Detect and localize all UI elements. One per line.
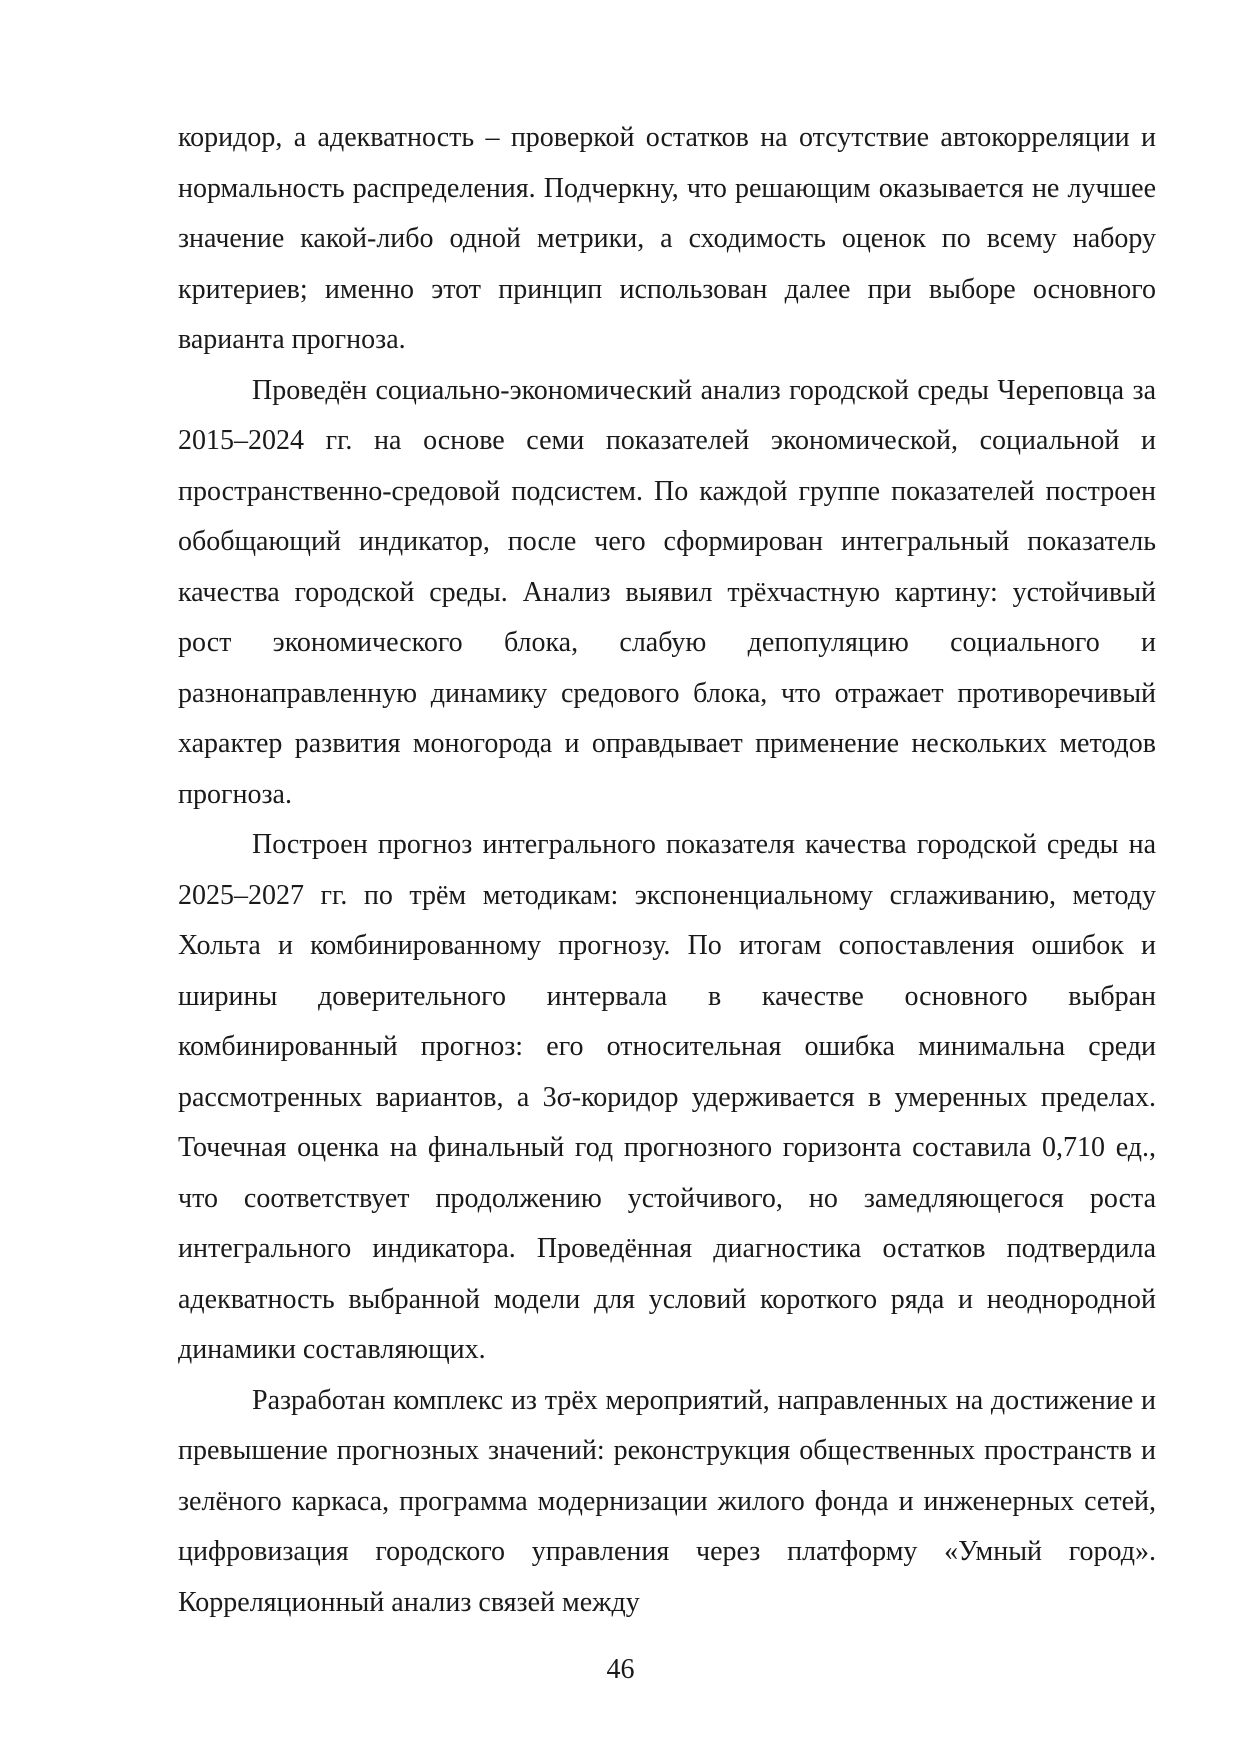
paragraph-measures: Разработан комплекс из трёх мероприятий, направленных на достижение и превышение прогнозных значений: реконструкция общественных пространств и зелёного каркаса, программа модернизации жилого фонда и инженерных сетей, цифровизация городского управления через платформу «Умный город». Корреляционный анализ связей между: [178, 1384, 1156, 1618]
body-text: [178, 113, 1156, 1628]
paragraph-forecast: Построен прогноз интегрального показателя качества городской среды на 2025–2027 гг. по трём методикам: экспоненциальному сглаживанию, методу Хольта и комбинированному прогнозу. По итогам сопоставления ошибок и ширины доверительного интервала в качестве основного выбран комбинированный прогноз: его относительная ошибка минимальна среди рассмотренных вариантов, а 3σ-коридор удерживается в умеренных пределах. Точечная оценка на финальный год прогнозного горизонта составила 0,710 ед., что соответствует продолжению устойчивого, но замедляющегося роста интегрального индикатора. Проведённая диагностика остатков подтвердила адекватность выбранной модели для условий короткого ряда и неоднородной динамики составляющих.: [178, 829, 1156, 1365]
paragraph-analysis: Проведён социально-экономический анализ городской среды Череповца за 2015–2024 гг. на основе семи показателей экономической, социальной и пространственно-средовой подсистем. По каждой группе показателей построен обобщающий индикатор, после чего сформирован интегральный показатель качества городской среды. Анализ выявил трёхчастную картину: устойчивый рост экономического блока, слабую депопуляцию социального и разнонаправленную динамику средового блока, что отражает противоречивый характер развития моногорода и оправдывает применение нескольких методов прогноза.: [178, 374, 1156, 810]
paragraph-continuation: коридор, а адекватность – проверкой остатков на отсутствие автокорреляции и нормальность распределения. Подчеркну, что решающим оказывается не лучшее значение какой-либо одной метрики, а сходимость оценок по всему набору критериев; именно этот принцип использован далее при выборе основного варианта прогноза.: [178, 122, 1156, 355]
page-number: 46: [606, 1654, 635, 1685]
